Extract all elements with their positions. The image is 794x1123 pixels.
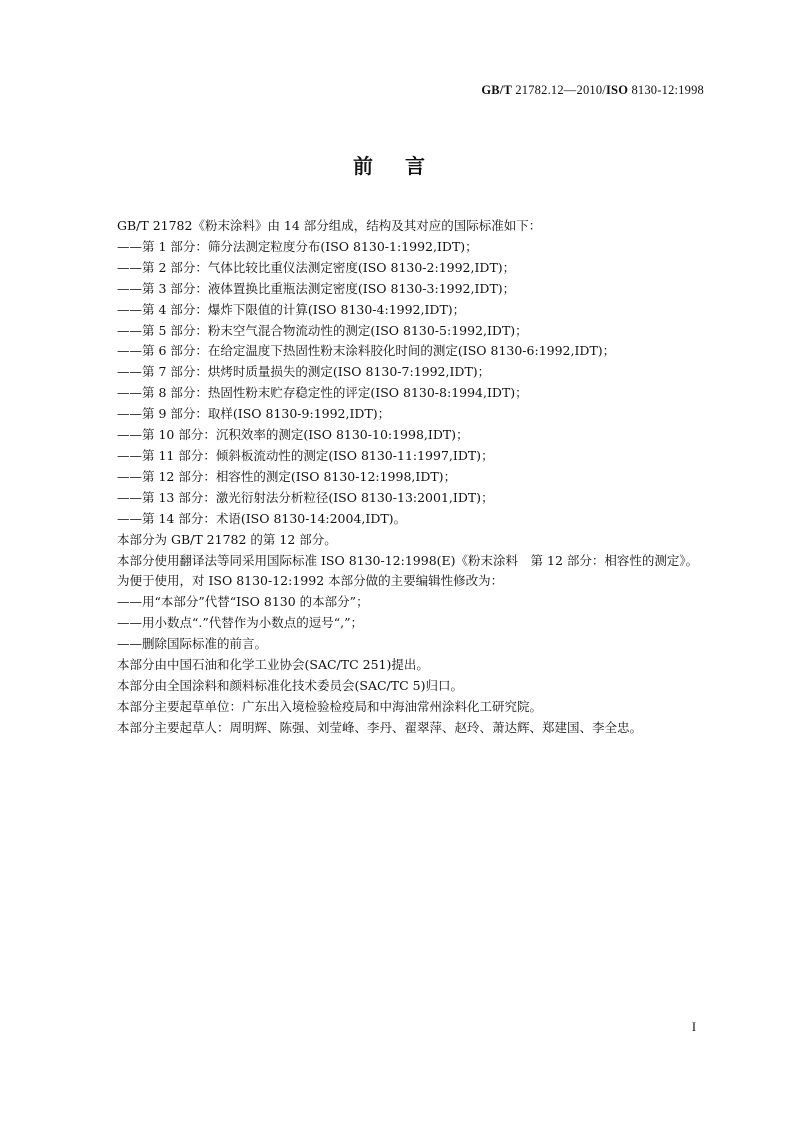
part-list-item: ——第 2 部分：气体比较比重仪法测定密度(ISO 8130-2:1992,IDT)； [117,259,516,275]
edit-list-item: ——用小数点“.”代替作为小数点的逗号“,”； [117,615,364,631]
part-list-item: ——第 1 部分：筛分法测定粒度分布(ISO 8130-1:1992,IDT)； [117,238,478,254]
part-list-item: ——第 9 部分：取样(ISO 8130-9:1992,IDT)； [117,406,391,422]
iso-prefix: ISO [605,83,629,97]
standard-code-number: 21782.12—2010/ [512,83,606,97]
edit-list-item: ——删除国际标准的前言。 [117,636,268,652]
statement-part-paragraph: 本部分为 GB/T 21782 的第 12 部分。 [117,531,337,547]
part-list-item: ——第 6 部分：在给定温度下热固性粉末涂料胶化时间的测定(ISO 8130-6:1992,IDT)； [117,343,616,359]
part-list-item: ——第 11 部分：倾斜板流动性的测定(ISO 8130-11:1997,IDT)； [117,447,494,463]
iso-number: 8130-12:1998 [628,83,704,97]
document-body [90,216,704,739]
drafters-paragraph: 本部分主要起草人：周明辉、陈强、刘莹峰、李丹、翟翠萍、赵玲、萧达辉、郑建国、李全忠。 [117,719,643,735]
part-list-item: ——第 14 部分：术语(ISO 8130-14:2004,IDT)。 [117,510,407,526]
edit-list-item: ——用“本部分”代替“ISO 8130 的本部分”； [117,594,369,610]
part-list-item: ——第 3 部分：液体置换比重瓶法测定密度(ISO 8130-3:1992,IDT)； [117,280,516,296]
part-list-item: ——第 5 部分：粉末空气混合物流动性的测定(ISO 8130-5:1992,IDT)； [117,322,528,338]
standard-code [481,83,704,98]
standard-code-prefix: GB/T [481,83,512,97]
statement-translation-paragraph: 本部分使用翻译法等同采用国际标准 ISO 8130-12:1998(E)《粉末涂料 第 12 部分：相容性的测定》。 [117,552,699,568]
page-title: 前言 [353,154,457,178]
page-number: I [691,1020,696,1034]
part-list-item: ——第 4 部分：爆炸下限值的计算(ISO 8130-4:1992,IDT)； [117,301,466,317]
managed-by-paragraph: 本部分由全国涂料和颜料标准化技术委员会(SAC/TC 5)归口。 [117,677,463,693]
part-list-item: ——第 8 部分：热固性粉末贮存稳定性的评定(ISO 8130-8:1994,IDT)； [117,385,528,401]
part-list-item: ——第 12 部分：相容性的测定(ISO 8130-12:1998,IDT)； [117,468,457,484]
part-list-item: ——第 7 部分：烘烤时质量损失的测定(ISO 8130-7:1992,IDT)； [117,364,491,380]
intro-paragraph: GB/T 21782《粉末涂料》由 14 部分组成，结构及其对应的国际标准如下： [117,218,542,233]
part-list-item: ——第 10 部分：沉积效率的测定(ISO 8130-10:1998,IDT)； [117,427,469,443]
proposed-by-paragraph: 本部分由中国石油和化学工业协会(SAC/TC 251)提出。 [117,657,429,673]
edits-intro-paragraph: 为便于使用，对 ISO 8130-12:1992 本部分做的主要编辑性修改为： [117,573,504,589]
part-list-item: ——第 13 部分：激光衍射法分析粒径(ISO 8130-13:2001,IDT)； [117,489,494,505]
drafting-units-paragraph: 本部分主要起草单位：广东出入境检验检疫局和中海油常州涂料化工研究院。 [117,698,543,714]
